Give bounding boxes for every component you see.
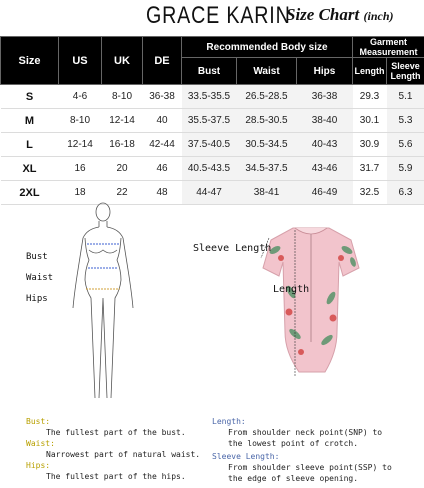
cell-length: 31.7: [353, 157, 387, 181]
sleeve-desc-2: the edge of sleeve opening.: [228, 474, 359, 483]
header-waist: Waist: [237, 58, 297, 85]
chart-title-text: Size Chart: [286, 5, 360, 24]
cell-length: 29.3: [353, 85, 387, 109]
chart-unit: (inch): [363, 9, 394, 23]
table-row: [1, 109, 424, 133]
cell-length: 30.9: [353, 133, 387, 157]
cell-size: M: [1, 109, 59, 133]
cell-de: 42-44: [143, 133, 182, 157]
cell-bust: 44-47: [182, 181, 237, 205]
cell-waist: 30.5-34.5: [237, 133, 297, 157]
header-us: US: [59, 37, 102, 85]
brand-logo: GRACE KARIN: [146, 2, 291, 29]
header-length: Length: [353, 58, 387, 85]
bust-label: Bust: [26, 252, 48, 262]
cell-us: 8-10: [59, 109, 102, 133]
cell-sleeve: 5.9: [387, 157, 424, 181]
cell-uk: 12-14: [102, 109, 143, 133]
cell-us: 12-14: [59, 133, 102, 157]
length-label: Length: [273, 284, 310, 295]
header-de: DE: [143, 37, 182, 85]
hips-label: Hips: [26, 294, 48, 304]
length-desc-2: the lowest point of crotch.: [228, 439, 359, 448]
cell-size: L: [1, 133, 59, 157]
cell-hips: 40-43: [297, 133, 353, 157]
cell-length: 30.1: [353, 109, 387, 133]
cell-de: 36-38: [143, 85, 182, 109]
cell-de: 46: [143, 157, 182, 181]
header-garment: Garment Measurement: [353, 37, 424, 58]
bust-desc: The fullest part of the bust.: [46, 428, 186, 437]
header-hips: Hips: [297, 58, 353, 85]
cell-de: 40: [143, 109, 182, 133]
size-table: [0, 36, 424, 205]
cell-waist: 38-41: [237, 181, 297, 205]
header-bust: Bust: [182, 58, 237, 85]
header: [0, 0, 424, 36]
chart-title: [286, 5, 393, 25]
table-row: [1, 85, 424, 109]
length-desc-1: From shoulder neck point(SNP) to: [228, 428, 383, 437]
cell-waist: 34.5-37.5: [237, 157, 297, 181]
cell-sleeve: 5.1: [387, 85, 424, 109]
cell-size: 2XL: [1, 181, 59, 205]
cell-sleeve: 5.6: [387, 133, 424, 157]
sleeve-desc-1: From shoulder sleeve point(SSP) to: [228, 463, 392, 472]
waist-desc: Narrowest part of natural waist.: [46, 450, 201, 459]
cell-sleeve: 6.3: [387, 181, 424, 205]
cell-waist: 28.5-30.5: [237, 109, 297, 133]
cell-uk: 8-10: [102, 85, 143, 109]
cell-us: 18: [59, 181, 102, 205]
cell-length: 32.5: [353, 181, 387, 205]
header-size: Size: [1, 37, 59, 85]
definitions-left: [26, 416, 200, 482]
cell-hips: 36-38: [297, 85, 353, 109]
cell-uk: 20: [102, 157, 143, 181]
cell-uk: 16-18: [102, 133, 143, 157]
sleeve-length-label: Sleeve Length: [193, 243, 272, 254]
hips-desc: The fullest part of the hips.: [46, 472, 186, 481]
definitions-right: [212, 416, 392, 484]
sleeve-term: Sleeve Length:: [212, 452, 280, 461]
cell-size: XL: [1, 157, 59, 181]
header-uk: UK: [102, 37, 143, 85]
cell-bust: 33.5-35.5: [182, 85, 237, 109]
hips-term: Hips:: [26, 461, 51, 470]
cell-bust: 40.5-43.5: [182, 157, 237, 181]
header-recommended: Recommended Body size: [182, 37, 353, 58]
waist-term: Waist:: [26, 439, 55, 448]
cell-sleeve: 5.3: [387, 109, 424, 133]
bust-term: Bust:: [26, 417, 51, 426]
cell-bust: 35.5-37.5: [182, 109, 237, 133]
cell-size: S: [1, 85, 59, 109]
body-sketch: [55, 198, 155, 408]
cell-bust: 37.5-40.5: [182, 133, 237, 157]
cell-us: 4-6: [59, 85, 102, 109]
table-row: [1, 133, 424, 157]
cell-hips: 38-40: [297, 109, 353, 133]
waist-label: Waist: [26, 273, 54, 283]
cell-hips: 46-49: [297, 181, 353, 205]
cell-hips: 43-46: [297, 157, 353, 181]
header-sleeve: Sleeve Length: [387, 58, 424, 85]
cell-uk: 22: [102, 181, 143, 205]
cell-de: 48: [143, 181, 182, 205]
table-row: [1, 157, 424, 181]
cell-waist: 26.5-28.5: [237, 85, 297, 109]
length-term: Length:: [212, 417, 246, 426]
swimsuit-image: [255, 222, 367, 384]
cell-us: 16: [59, 157, 102, 181]
